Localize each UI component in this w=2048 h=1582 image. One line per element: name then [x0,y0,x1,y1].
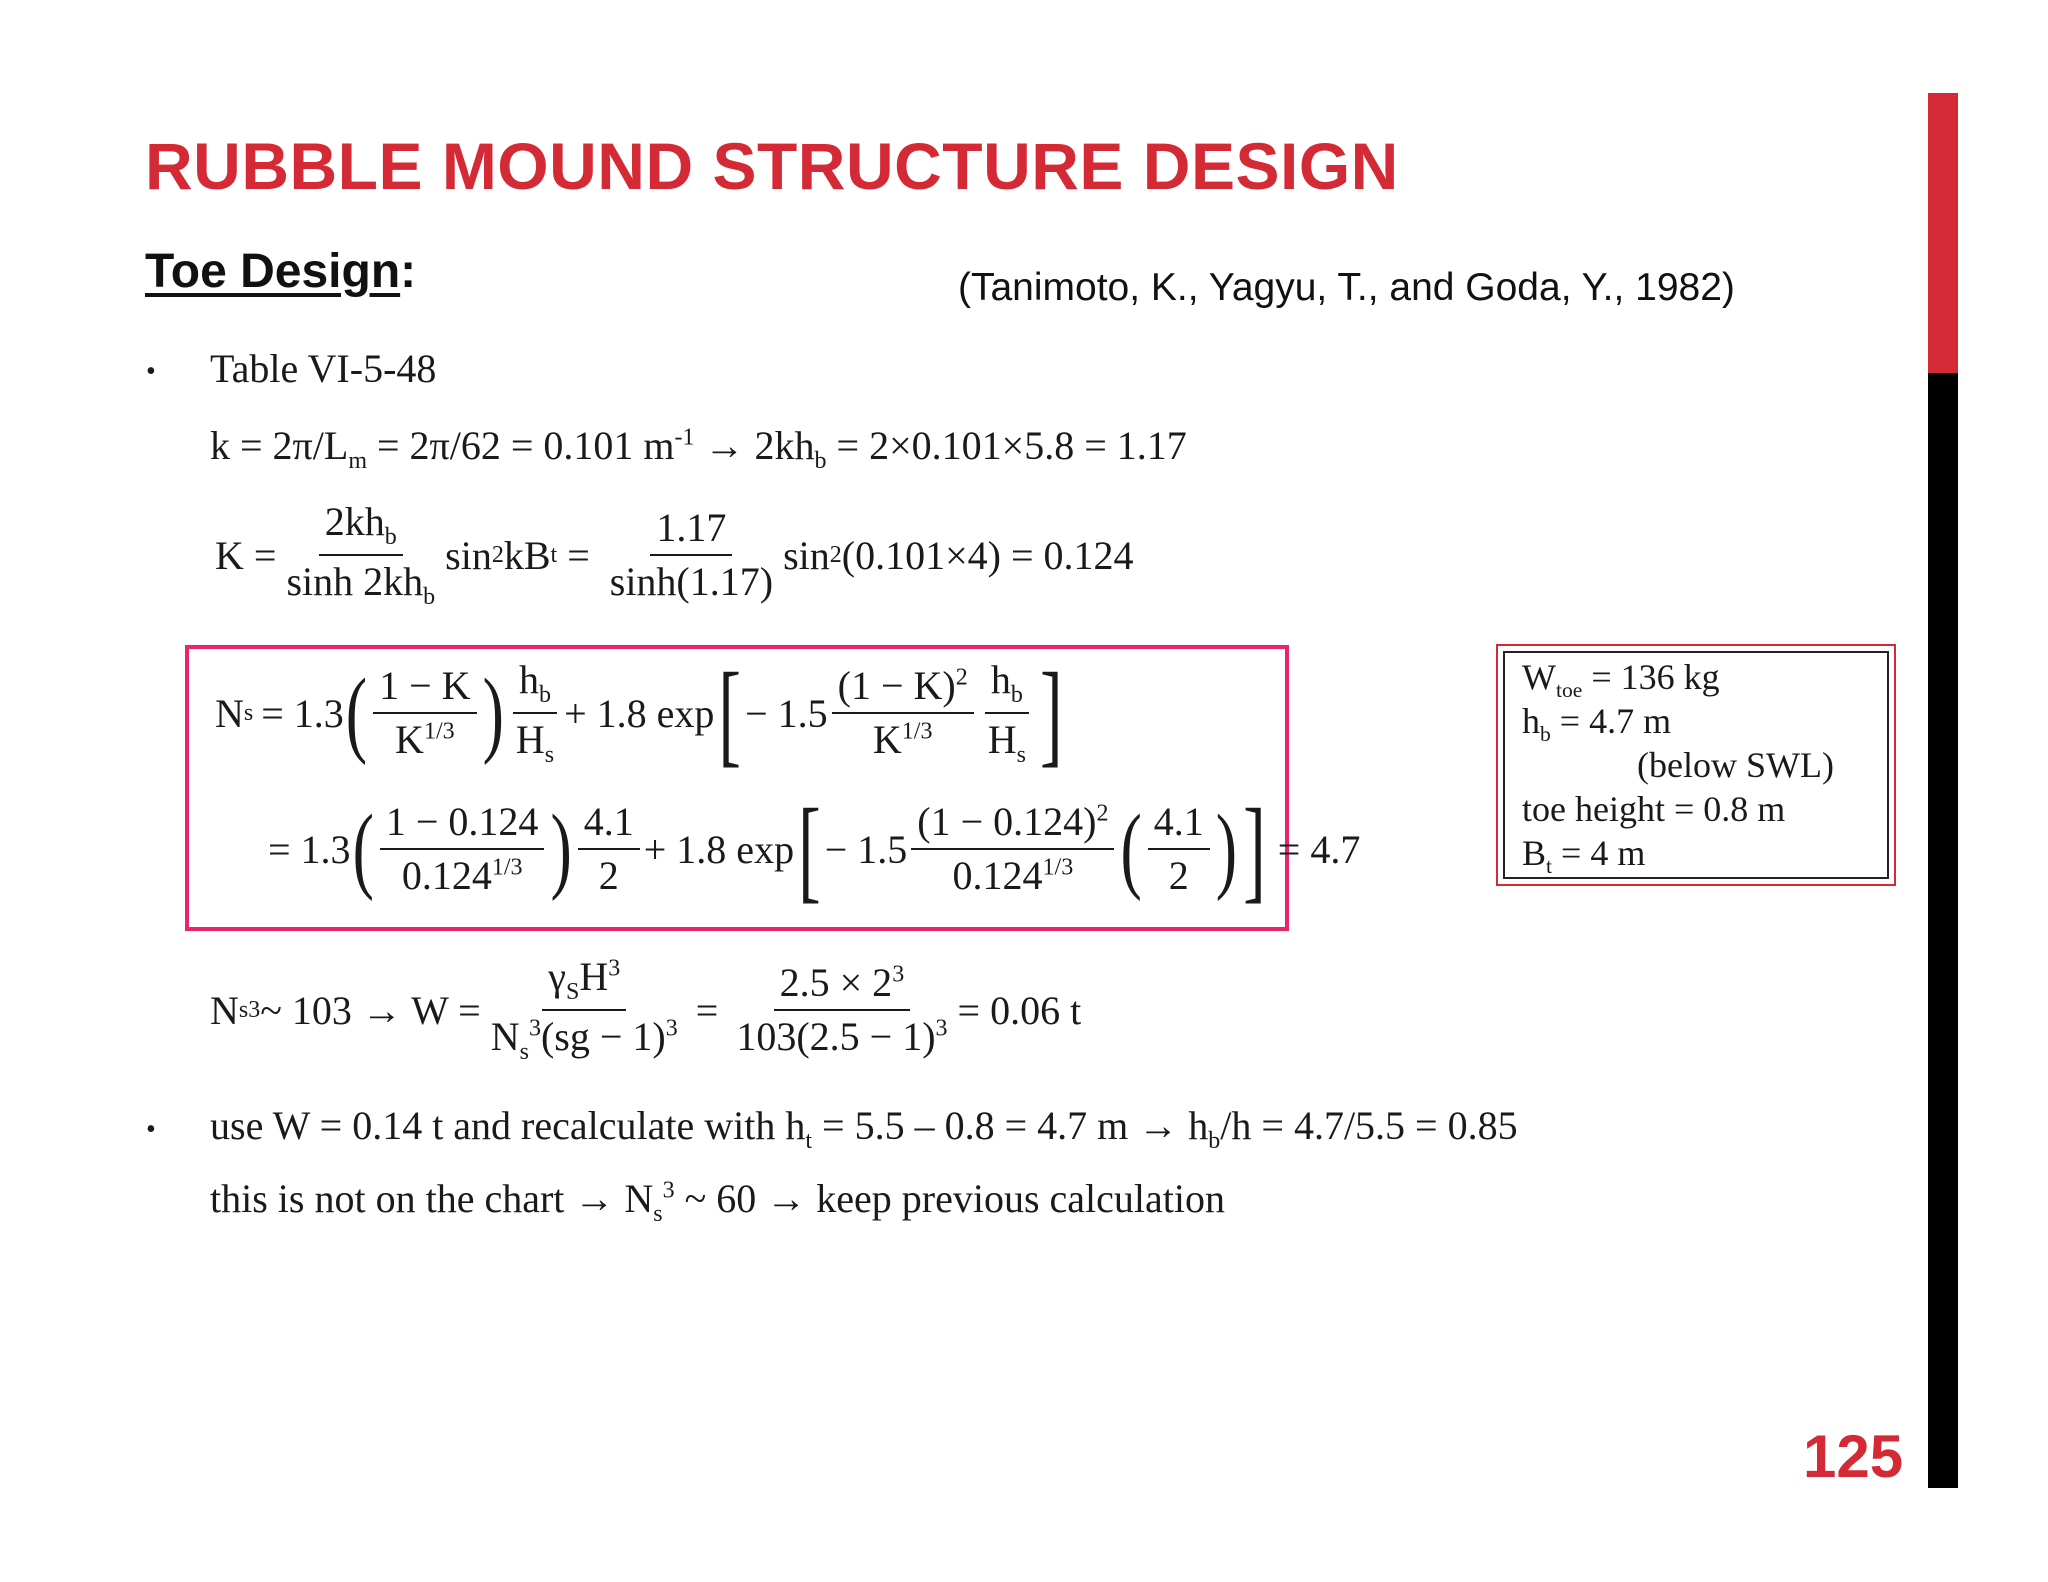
bullet-point-1: • [146,356,156,387]
K-equation: K = $\frac{2kh_b}{\sinh 2kh_b}$ sin 2 kB t = $\frac{1.17}{\sinh(1.17)}$ sin 2 (0.101×4) = 0.124 [215,499,1134,611]
toe-depth: $h_b = 4.7$ m [1522,701,1672,747]
section-heading-text: Toe Design [145,245,401,298]
page-number: 125 [1803,1423,1904,1490]
slide-title: RUBBLE MOUND STRUCTURE DESIGN [145,129,1399,203]
K-fraction-2: $\frac{1.17}{\sinh(1.17)}$ [609,505,774,605]
conclusion-text: this is not on the chart → $N_s^3$ ~ 60 → keep previous calculation [210,1176,1225,1227]
section-heading-colon: : [400,245,417,298]
accent-bar-red [1928,93,1958,373]
Ns-formula: N s = 1.3 ( $\frac{1 - K}{K^{1/3}}$ ) $\frac{h_b}{H_s}$ + 1.8 exp [ − 1.5 $\frac{(1 - K)^2}{K^{1/3}}$ $\frac{h_b}{H_s}$ ] [215,648,1063,778]
toe-weight: $W_{toe} = 136$ kg [1522,657,1720,703]
armor-weight-equation: N s 3 ~ 103 → W = $\frac{\gamma_SH^3}{N_s^3(sg - 1)^3}$ = $\frac{2.5 \times 2^3}{103(2.5 - 1)^3}$ = 0.06 t [210,954,1082,1066]
citation: (Tanimoto, K., Yagyu, T., and Goda, Y., 1982) [958,266,1735,309]
section-heading [145,244,416,299]
Ns-calculation: = 1.3 ( $\frac{1 - 0.124}{0.124^{1/3}}$ ) $\frac{4.1}{2}$ + 1.8 exp [ − 1.5 $\frac{(1 - 0.124)^2}{0.124^{1/3}}$ ( $\frac{4.1}{2}$ ) ] = 4.7 [268,784,1361,914]
accent-bar-black [1928,373,1958,1488]
toe-height: toe height = 0.8 m [1522,789,1786,829]
K-fraction-1: $\frac{2kh_b}{\sinh 2kh_b}$ [286,499,436,611]
bullet-1-text: Table VI-5-48 [210,346,437,391]
toe-width: $B_t = 4$ m [1522,833,1646,879]
wavenumber-equation: $k = 2\pi/L_m = 2\pi/62 = 0.101$ $m^{-1} \to 2kh_b = 2\times 0.101\times 5.8 = 1.17$ [210,423,1187,474]
toe-depth-note: (below SWL) [1637,745,1834,785]
bullet-2-text: use W = 0.14 t and recalculate with $h_t = 5.5 - 0.8 = 4.7$ $m \to h_b/h = 4.7/5.5 = 0.85$ [210,1103,1518,1154]
bullet-point-2: • [146,1114,156,1145]
